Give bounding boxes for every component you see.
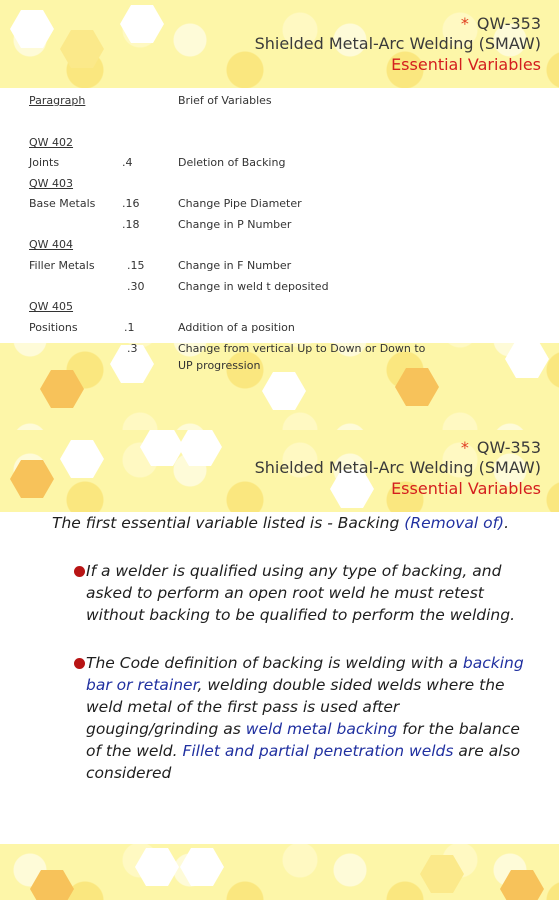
- row-description: Change Pipe Diameter: [178, 197, 302, 210]
- row-description: Change in F Number: [178, 259, 292, 272]
- group-label: QW 403: [29, 177, 74, 190]
- header-title: Shielded Metal-Arc Welding (SMAW): [254, 34, 541, 53]
- row-number: .16: [122, 197, 140, 210]
- group-label: QW 405: [29, 300, 74, 313]
- column-header-brief: Brief of Variables: [178, 94, 272, 107]
- bullet-item: [52, 560, 529, 626]
- header-code-line: [255, 438, 541, 457]
- intro-end: .: [504, 514, 510, 532]
- variables-table: [0, 0, 559, 430]
- row-number: .18: [122, 218, 140, 231]
- hex-decoration: [178, 430, 222, 466]
- row-description: Change in weld t deposited: [178, 280, 329, 293]
- slide-body: [52, 512, 529, 784]
- row-number: .3: [127, 342, 138, 355]
- row-description: Deletion of Backing: [178, 156, 286, 169]
- row-category: Joints: [29, 156, 60, 169]
- slide-header: [255, 438, 541, 499]
- hex-decoration: [420, 855, 464, 893]
- row-number: .1: [124, 321, 135, 334]
- bullet-text-part: , welding double sided welds where the weld metal of the first pass is used after gouging/grinding as: [86, 676, 505, 738]
- bullet-highlight: weld metal backing: [245, 720, 398, 738]
- hex-decoration: [500, 870, 544, 900]
- bullet-item: [52, 652, 529, 784]
- group-label: QW 404: [29, 238, 74, 251]
- star-icon: *: [460, 14, 469, 33]
- bullet-highlight: Fillet and partial penetration welds: [182, 742, 454, 760]
- intro-text: The first essential variable listed is - Backing: [52, 514, 405, 532]
- bullet-text-part: for the balance of the weld.: [86, 720, 520, 760]
- hex-decoration: [140, 430, 184, 466]
- group-label: QW 402: [29, 136, 74, 149]
- bullet-text: If a welder is qualified using any type of backing, and asked to perform an open root weld he must retest without backing to be qualified to perform the welding.: [86, 562, 515, 624]
- bullet-highlight: backing bar or retainer: [86, 654, 524, 694]
- hex-decoration: [135, 848, 179, 886]
- header-subtitle: Essential Variables: [391, 55, 541, 74]
- row-description-continued: UP progression: [178, 359, 261, 372]
- intro-paragraph: [52, 512, 529, 534]
- row-description: Addition of a position: [178, 321, 295, 334]
- bullet-dot-icon: [74, 658, 85, 669]
- bullet-text-part: are also considered: [86, 742, 521, 782]
- column-header-paragraph: Paragraph: [29, 94, 86, 107]
- row-description: Change in P Number: [178, 218, 292, 231]
- row-number: .15: [127, 259, 145, 272]
- slide-1: [0, 0, 559, 430]
- row-number: .30: [127, 280, 145, 293]
- header-code: QW-353: [476, 438, 541, 457]
- row-category: Base Metals: [29, 197, 96, 210]
- header-title: Shielded Metal-Arc Welding (SMAW): [254, 458, 541, 477]
- row-number: .4: [122, 156, 133, 169]
- intro-highlight: (Removal of): [404, 514, 505, 532]
- hex-decoration: [60, 440, 104, 478]
- row-category: Filler Metals: [29, 259, 95, 272]
- bullet-text-part: The Code definition of backing is welding with a: [86, 654, 463, 672]
- hex-decoration: [30, 870, 74, 900]
- header-subtitle: Essential Variables: [391, 479, 541, 498]
- bullet-dot-icon: [74, 566, 85, 577]
- row-category: Positions: [29, 321, 78, 334]
- slide-2: [0, 430, 559, 900]
- hex-decoration: [180, 848, 224, 886]
- row-description: Change from vertical Up to Down or Down to: [178, 342, 426, 355]
- header-code: QW-353: [476, 14, 541, 33]
- star-icon: *: [460, 438, 469, 457]
- hex-decoration: [10, 460, 54, 498]
